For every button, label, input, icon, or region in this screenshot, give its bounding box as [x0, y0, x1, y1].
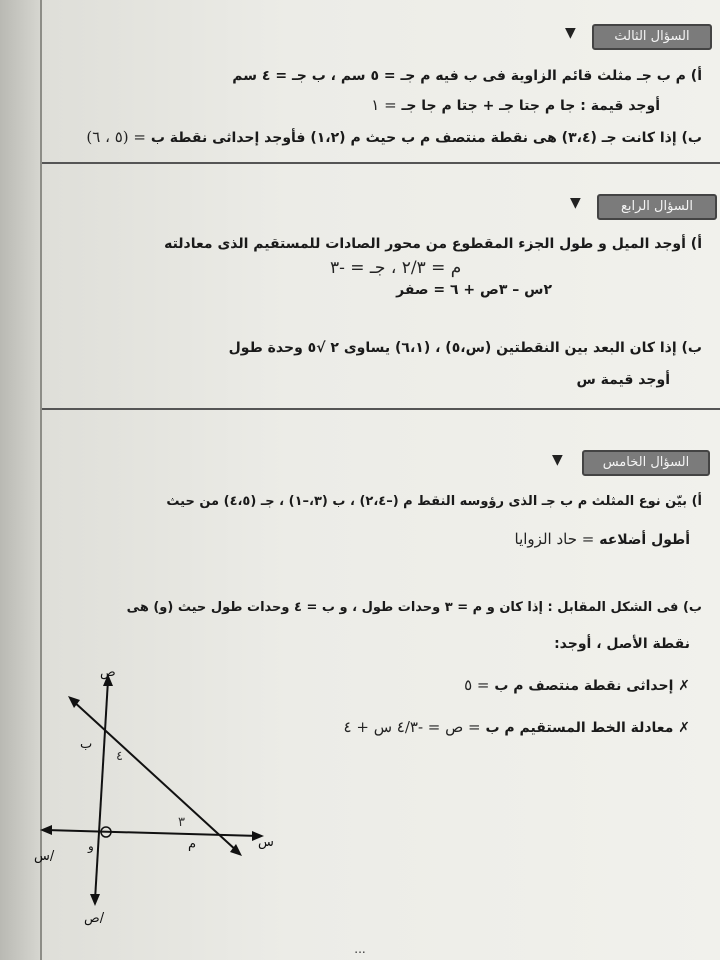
q5-a-text2: أطول أضلاعه [599, 532, 690, 548]
x-axis [46, 830, 258, 836]
q5-a-text: بيّن نوع المثلث م ب جـ الذى رؤوسه النقط م (–٢،٤) ، ب (٣،–١) ، جـ (٤،٥) من حيث [166, 494, 688, 509]
q5-b-item1 [464, 676, 690, 694]
q4-a-text: أوجد الميل و طول الجزء المقطوع من محور الصادات للمستقيم الذى معادلته [164, 236, 686, 252]
item2-check-icon: ✗ [678, 720, 690, 736]
q5-a-label: أ) [691, 494, 702, 509]
q3-b-line [86, 128, 702, 146]
line-mb [72, 700, 238, 852]
q5-a-answer: = حاد الزوايا [514, 530, 595, 548]
q3-a-line2 [371, 96, 660, 114]
y-axis [95, 680, 108, 900]
q3-b-text: إذا كانت جـ (٣،٤) هى نقطة منتصف م ب حيث م (١،٢) فأوجد إحداثى نقطة ب [150, 130, 677, 146]
q5-a-line2 [515, 530, 690, 548]
q5-b-item1-answer: = ٥ [464, 676, 490, 694]
q5-b-item2-answer: = ص = -٤/٣ س + ٤ [343, 718, 481, 736]
q5-a-line1 [166, 494, 702, 509]
q3-a-answer: = ١ [371, 96, 397, 114]
y-axis-neg-arrow-icon [90, 894, 100, 906]
q3-a-text2: أوجد قيمة : جا م جتا جـ + جتا م جا جـ [401, 98, 660, 114]
q4-a-line1 [164, 236, 702, 252]
q5-b-label: ب) [682, 600, 702, 615]
q4-a-answer: م = ٢/٣ ، جـ = -٣ [330, 258, 462, 278]
q5-title: السؤال الخامس [582, 450, 710, 476]
q5-b-item2-text: معادلة الخط المستقيم م ب [485, 720, 674, 736]
q3-b-answer: = (٥ ، ٦) [86, 128, 146, 146]
arrow-down-icon: ▼ [552, 452, 563, 468]
q5-b-item2 [344, 718, 690, 736]
q4-a-equation: ٢س – ٣ص + ٦ = صفر [396, 282, 552, 298]
q4-b-line1 [229, 340, 702, 356]
q3-title: السؤال الثالث [592, 24, 712, 50]
y-axis-label: ص [100, 665, 116, 680]
arrow-down-icon: ▼ [570, 195, 581, 211]
x-neg-axis-label: س/ [34, 849, 55, 864]
q5-b-line2: نقطة الأصل ، أوجد: [554, 636, 690, 652]
q3-a-line1 [232, 68, 702, 84]
q4-b-line2: أوجد قيمة س [576, 372, 670, 388]
point-b-label: ب [80, 737, 93, 752]
q3-a-label: أ) [690, 68, 702, 84]
x-axis-neg-arrow-icon [40, 825, 52, 835]
y-neg-axis-label: ص/ [84, 911, 105, 926]
point-m-label: م [188, 837, 197, 852]
footer: ... [354, 942, 366, 956]
divider-q4-q5 [42, 408, 720, 410]
q4-b-label: ب) [681, 340, 702, 356]
q4-title: السؤال الرابع [597, 194, 717, 220]
mark-m: ٣ [178, 815, 185, 830]
q3-b-label: ب) [681, 130, 702, 146]
divider-q3-q4 [42, 162, 720, 164]
q5-b-text: فى الشكل المقابل : إذا كان و م = ٣ وحدات طول ، و ب = ٤ وحدات طول حيث (و) هى [126, 600, 679, 615]
q4-a-label: أ) [690, 236, 702, 252]
q3-a-text: م ب جـ مثلث قائم الزاوية فى ب فيه م جـ = ٥ سم ، ب جـ = ٤ سم [232, 68, 686, 84]
q5-b-line1 [127, 600, 702, 615]
coordinate-figure [20, 660, 320, 930]
q4-b-text: إذا كان البعد بين النقطتين (س،٥) ، (٦،١) يساوى ٢ √٥ وحدة طول [228, 340, 677, 356]
mark-b: ٤ [116, 749, 123, 764]
origin-label: و [88, 839, 94, 853]
item1-check-icon: ✗ [678, 678, 690, 694]
q5-b-item1-text: إحداثى نقطة منتصف م ب [494, 678, 674, 694]
arrow-down-icon: ▼ [565, 25, 576, 41]
x-axis-label: س [258, 835, 274, 850]
